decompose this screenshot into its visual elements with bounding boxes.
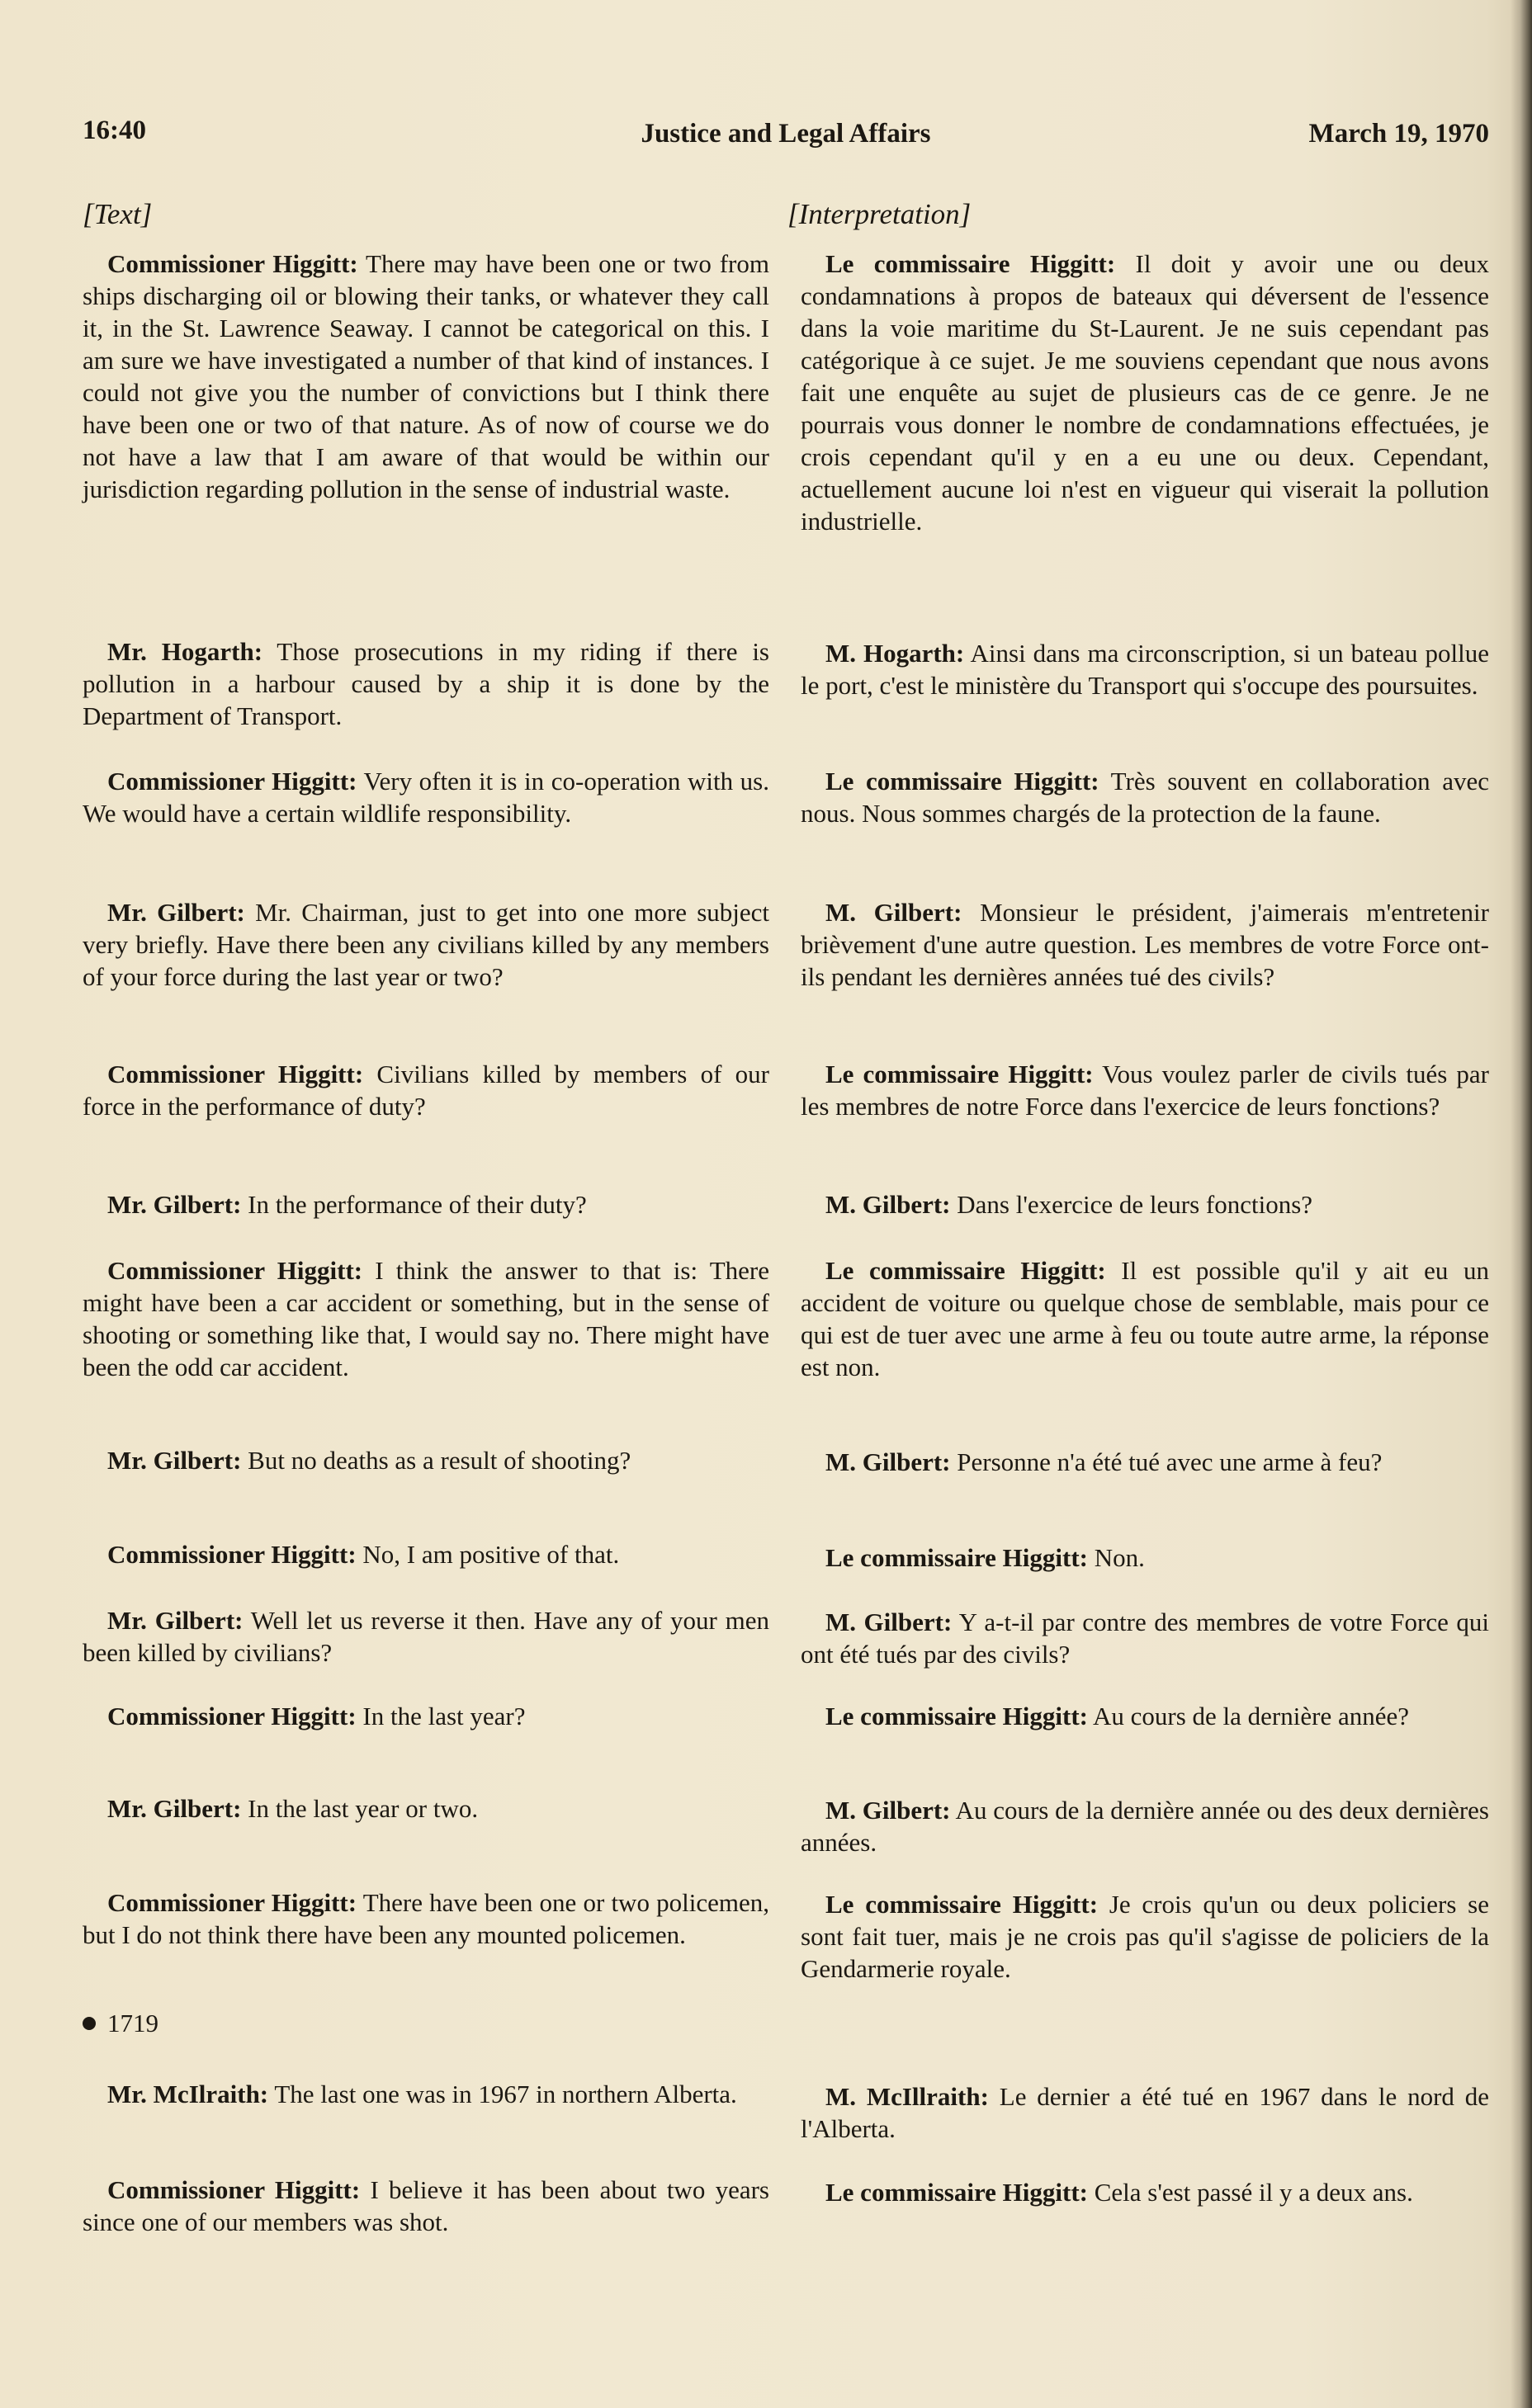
speech-text: In the last year or two. bbox=[241, 1794, 479, 1823]
speech-text: Vous voulez parler de civils tués par les membres de notre Force dans l'exercice de leurs fonctions? bbox=[801, 1060, 1489, 1121]
speech-text: In the performance of their duty? bbox=[241, 1190, 587, 1219]
book-spine-shadow bbox=[1511, 0, 1532, 2408]
speaker-name: M. Hogarth: bbox=[825, 639, 965, 668]
speech-text: Le dernier a été tué en 1967 dans le nord de l'Alberta. bbox=[801, 2082, 1489, 2143]
speaker-name: Commissioner Higgitt: bbox=[107, 767, 357, 796]
speaker-name: M. Gilbert: bbox=[825, 1608, 953, 1636]
speech-text: Au cours de la dernière année? bbox=[1087, 1702, 1409, 1730]
speech-text: Dans l'exercice de leurs fonctions? bbox=[950, 1190, 1313, 1219]
left-paragraph bbox=[83, 1604, 769, 1669]
right-paragraph bbox=[801, 896, 1489, 993]
speaker-name: Mr. McIlraith: bbox=[107, 2080, 269, 2108]
speech-text: The last one was in 1967 in northern Alberta. bbox=[268, 2080, 737, 2108]
speaker-name: Commissioner Higgitt: bbox=[107, 249, 358, 278]
left-paragraph bbox=[83, 1254, 769, 1383]
speaker-name: Commissioner Higgitt: bbox=[107, 1702, 357, 1730]
speaker-name: M. Gilbert: bbox=[825, 898, 962, 927]
speaker-name: Mr. Gilbert: bbox=[107, 898, 245, 927]
speaker-name: Le commissaire Higgitt: bbox=[825, 2178, 1088, 2207]
speaker-name: Mr. Hogarth: bbox=[107, 637, 263, 666]
speaker-name: M. McIllraith: bbox=[825, 2082, 989, 2111]
left-paragraph bbox=[83, 1058, 769, 1122]
speech-text: I think the answer to that is: There might have been a car accident or something, but in the sense of shooting or something like that, I would say no. There might have been the odd car accident. bbox=[83, 1256, 769, 1381]
speech-text: Très souvent en collaboration avec nous. Nous sommes chargés de la protection de la faune. bbox=[801, 767, 1489, 828]
left-paragraph bbox=[83, 1538, 769, 1570]
speech-text: Ainsi dans ma circonscription, si un bateau pollue le port, c'est le ministère du Transport qui s'occupe des poursuites. bbox=[801, 639, 1489, 700]
speech-text: Those prosecutions in my riding if there is pollution in a harbour caused by a ship it is done by the Department of Transport. bbox=[83, 637, 769, 730]
speech-text: But no deaths as a result of shooting? bbox=[241, 1446, 631, 1475]
right-paragraph bbox=[801, 1700, 1489, 1732]
speech-text: Cela s'est passé il y a deux ans. bbox=[1087, 2178, 1413, 2207]
right-paragraph bbox=[801, 2176, 1489, 2208]
speaker-name: Le commissaire Higgitt: bbox=[825, 1256, 1106, 1285]
speech-text: Y a-t-il par contre des membres de votre Force qui ont été tués par des civils? bbox=[801, 1608, 1489, 1669]
speech-text: Very often it is in co-operation with us. We would have a certain wildlife responsibility. bbox=[83, 767, 769, 828]
speech-text: Civilians killed by members of our force in the performance of duty? bbox=[83, 1060, 769, 1121]
right-paragraph bbox=[801, 1446, 1489, 1478]
speaker-name: Commissioner Higgitt: bbox=[107, 2175, 361, 2204]
speaker-name: Le commissaire Higgitt: bbox=[825, 1890, 1099, 1919]
speaker-name: Commissioner Higgitt: bbox=[107, 1540, 357, 1569]
speaker-name: Le commissaire Higgitt: bbox=[825, 249, 1116, 278]
left-paragraph bbox=[83, 1792, 769, 1825]
left-paragraph bbox=[83, 765, 769, 829]
left-paragraph bbox=[83, 896, 769, 993]
speaker-name: Le commissaire Higgitt: bbox=[825, 1543, 1088, 1572]
speaker-name: M. Gilbert: bbox=[825, 1447, 951, 1476]
speech-text: There may have been one or two from ships discharging oil or blowing their tanks, or whatever they call it, in the St. Lawrence Seaway. I cannot be categorical on this. I am sure we have investigated a number of that kind of instances. I could not give you the number of convictions but I think there have been one or two of that nature. As of now of course we do not have a law that I am aware of that would be within our jurisdiction regarding pollution in the sense of industrial waste. bbox=[83, 249, 769, 503]
left-paragraph bbox=[83, 635, 769, 732]
right-paragraph bbox=[801, 1542, 1489, 1574]
speaker-name: M. Gilbert: bbox=[825, 1190, 951, 1219]
speech-text: Il doit y avoir une ou deux condamnations à propos de bateaux qui déversent de l'essence dans la voie maritime du St-Laurent. Je ne suis cependant pas catégorique à ce sujet. Je me souviens cependant que nous avons fait une enquête au sujet de plusieurs cas de ce genre. Je ne pourrais vous donner le nombre de condamnations effectuées, je crois cependant qu'il y en a eu une ou deux. Cependant, actuellement aucune loi n'est en vigueur qui viserait la pollution industrielle. bbox=[801, 249, 1489, 536]
right-paragraph bbox=[801, 248, 1489, 537]
speaker-name: Mr. Gilbert: bbox=[107, 1794, 242, 1823]
speech-text: Monsieur le président, j'aimerais m'entretenir brièvement d'une autre question. Les membres de votre Force ont-ils pendant les dernières années tué des civils? bbox=[801, 898, 1489, 991]
speech-text: There have been one or two policemen, but I do not think there have been any mounted policemen. bbox=[83, 1888, 769, 1949]
speech-text: Mr. Chairman, just to get into one more subject very briefly. Have there been any civilians killed by any members of your force during the last year or two? bbox=[83, 898, 770, 991]
speaker-name: Commissioner Higgitt: bbox=[107, 1060, 364, 1088]
page-number: 16:40 bbox=[83, 116, 146, 145]
meeting-date: March 19, 1970 bbox=[1308, 119, 1489, 149]
right-paragraph bbox=[801, 1606, 1489, 1670]
left-paragraph bbox=[83, 2078, 769, 2110]
speech-text: I believe it has been about two years since one of our members was shot. bbox=[83, 2175, 769, 2236]
right-paragraph bbox=[801, 2080, 1489, 2145]
speaker-name: Mr. Gilbert: bbox=[107, 1446, 242, 1475]
speech-text: Personne n'a été tué avec une arme à feu? bbox=[950, 1447, 1383, 1476]
interpretation-column-label: [Interpretation] bbox=[787, 198, 972, 230]
right-paragraph bbox=[801, 765, 1489, 829]
left-paragraph bbox=[83, 1444, 769, 1476]
right-paragraph bbox=[801, 1188, 1489, 1221]
speech-text: No, I am positive of that. bbox=[356, 1540, 620, 1569]
marker-number: 1719 bbox=[107, 2009, 158, 2037]
bullet-icon bbox=[83, 2017, 96, 2030]
text-column-label: [Text] bbox=[83, 198, 153, 230]
committee-title: Justice and Legal Affairs bbox=[641, 119, 931, 149]
time-marker bbox=[83, 2007, 158, 2040]
right-paragraph bbox=[801, 1794, 1489, 1858]
speaker-name: Mr. Gilbert: bbox=[107, 1606, 244, 1635]
left-paragraph bbox=[83, 1700, 769, 1732]
left-paragraph bbox=[83, 1188, 769, 1221]
right-paragraph bbox=[801, 637, 1489, 701]
speaker-name: Le commissaire Higgitt: bbox=[825, 1060, 1094, 1088]
right-paragraph bbox=[801, 1254, 1489, 1383]
speaker-name: Commissioner Higgitt: bbox=[107, 1888, 357, 1917]
speech-text: Il est possible qu'il y ait eu un accident de voiture ou quelque chose de semblable, mais pour ce qui est de tuer avec une arme à feu ou toute autre arme, la réponse est non. bbox=[801, 1256, 1489, 1381]
left-paragraph bbox=[83, 2174, 769, 2238]
speaker-name: Commissioner Higgitt: bbox=[107, 1256, 363, 1285]
speaker-name: Le commissaire Higgitt: bbox=[825, 767, 1099, 796]
speech-text: Je crois qu'un ou deux policiers se sont fait tuer, mais je ne crois pas qu'il s'agisse de policiers de la Gendarmerie royale. bbox=[801, 1890, 1489, 1983]
right-paragraph bbox=[801, 1058, 1489, 1122]
speech-text: Non. bbox=[1087, 1543, 1145, 1572]
speech-text: Au cours de la dernière année ou des deux dernières années. bbox=[801, 1796, 1489, 1857]
speech-text: Well let us reverse it then. Have any of your men been killed by civilians? bbox=[83, 1606, 769, 1667]
page-header bbox=[83, 116, 1489, 165]
speaker-name: Le commissaire Higgitt: bbox=[825, 1702, 1088, 1730]
speaker-name: Mr. Gilbert: bbox=[107, 1190, 242, 1219]
right-paragraph bbox=[801, 1888, 1489, 1985]
left-paragraph bbox=[83, 248, 769, 505]
left-paragraph bbox=[83, 1886, 769, 1951]
speaker-name: M. Gilbert: bbox=[825, 1796, 951, 1825]
speech-text: In the last year? bbox=[356, 1702, 526, 1730]
